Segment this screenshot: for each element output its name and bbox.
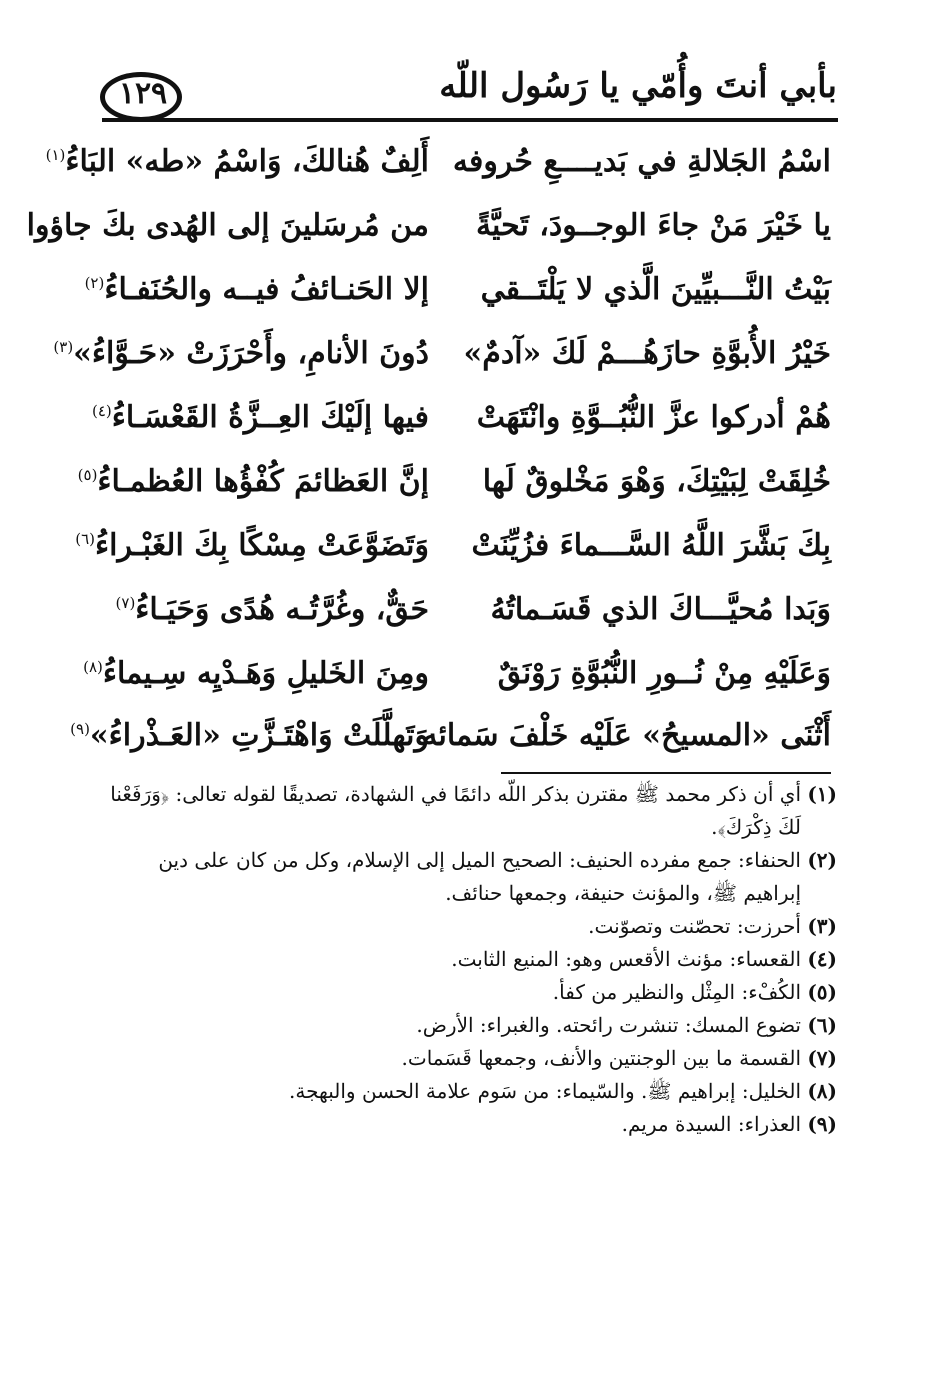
verse-first-hemistich: خُلِقَتْ لِبَيْتِكَ، وَهْوَ مَخْلوقٌ لَها [482,464,831,499]
verse-first-hemistich: وَبَدا مُحيَّـــاكَ الذي قَسَـماتُهُ [490,592,831,627]
verse-second-hemistich [70,718,429,753]
footnote-number: (٨) [807,1079,837,1103]
verse-row [0,144,941,204]
verse-row [0,336,941,396]
footnote [102,910,837,943]
verse-second-text: أَلِفٌ هُنالكَ، وَاسْمُ «طه» البَاءُ [65,144,429,179]
footnote-number: (٥) [807,980,837,1004]
page-header [0,0,941,130]
footnote-number: (٢) [807,848,837,872]
verse-row [0,528,941,588]
footnote-number: (١) [807,782,837,806]
verse-first-hemistich: هُمْ أدركوا عزَّ النُّبُــوَّةِ وانْتَهَتْ [476,400,831,435]
footnote-number: (٤) [807,947,837,971]
footnote-number: (٧) [807,1046,837,1070]
verse-row [0,400,941,460]
footnote [102,778,837,844]
verse-second-text: إنَّ العَظائمَ كُفْؤُها العُظمـاءُ [97,464,429,499]
verse-first-hemistich: اسْمُ الجَلالةِ في بَديــــعِ حُروفه [452,144,831,179]
verse-second-text: من مُرسَلينَ إلى الهُدى بكَ جاؤوا [26,208,429,243]
verse-second-hemistich [53,336,429,371]
verse-second-text: دُونَ الأنامِ، وأَحْرَزَتْ «حَـوَّاءُ» [73,336,429,371]
footnote [102,1042,837,1075]
footnote [102,1108,837,1141]
verse-row [0,718,941,778]
verse-first-hemistich: يا خَيْرَ مَنْ جاءَ الوجــودَ، تَحيَّةً [475,208,831,243]
running-title: بأبي أنتَ وأُمّي يا رَسُول اللّه [439,66,837,106]
verse-row [0,464,941,524]
verse-second-hemistich [99,592,429,627]
footnote-ref: (٤) [91,402,112,420]
footnote-text: أي أن ذكر محمد ﷺ مقترن بذكر اللّه دائمًا في الشهادة، تصديقًا لقوله تعالى: ﴿وَرَفَعْنا لَكَ ذِكْرَكَ﴾. [110,782,801,839]
footnote-ref: (٦) [75,530,95,548]
verse-row [0,208,941,268]
footnote-text: تضوع المسك: تنشرت رائحته. والغبراء: الأرض. [416,1013,801,1037]
footnote-rule [501,772,831,774]
verse-first-hemistich: خَيْرُ الأُبوَّةِ حازَهُـــمْ لَكَ «آدمٌ» [463,336,831,371]
verse-second-text: فيها إلَيْكَ العِــزَّةُ القَعْسَـاءُ [111,400,429,435]
footnote [102,976,837,1009]
verse-second-text: ومِنَ الخَليلِ وَهَـدْيِه سِـيماءُ [102,656,429,691]
verse-row [0,272,941,332]
footnote-text: الكُفْء: المِثْل والنظير من كفأ. [552,980,801,1004]
verse-second-hemistich [45,144,429,179]
verse-first-hemistich: بِكَ بَشَّرَ اللَّهُ السَّـــماءَ فزُيِّنَتْ [471,528,831,563]
verse-second-hemistich [75,528,429,563]
verse-row [0,592,941,652]
footnote [102,1009,837,1042]
verse-second-hemistich [83,656,429,691]
footnote [102,844,837,910]
footnotes [102,778,837,1141]
poem [0,130,941,770]
verse-first-hemistich: وَعَلَيْهِ مِنْ نُــورِ النُّبُوَّةِ رَوْنَقٌ [497,656,831,691]
footnote-text: الخليل: إبراهيم ﷺ. والسّيماء: من سَوم علامة الحسن والبهجة. [289,1079,801,1103]
verse-second-hemistich [91,400,429,435]
verse-second-text: وَتَضَوَّعَتْ مِسْكًا بِكَ الغَبْـراءُ [95,528,429,563]
footnote [102,943,837,976]
header-rule [102,118,838,122]
page-number: ١٢٩ [118,76,168,111]
footnote-ref: (٨) [83,658,103,676]
footnote-number: (٣) [807,914,837,938]
verse-second-hemistich [84,272,429,307]
verse-first-hemistich: أَثْنَى «المسيحُ» عَلَيْه خَلْفَ سَمائه [422,718,831,753]
footnote-number: (٦) [807,1013,837,1037]
footnote-ref: (٥) [77,466,98,484]
footnote-ref: (٢) [84,274,105,292]
footnote [102,1075,837,1108]
footnote-ref: (١) [45,146,66,164]
footnote-ref: (٧) [115,594,136,612]
verse-second-hemistich [77,464,429,499]
footnote-number: (٩) [807,1112,837,1136]
verse-first-hemistich: بَيْتُ النَّـــبيِّينَ الَّذي لا يَلْتَــقي [480,272,831,307]
footnote-text: العذراء: السيدة مريم. [621,1112,801,1136]
verse-second-text: وَتَهلَّلَتْ وَاهْتَـزَّتِ «العَـذْراءُ» [89,718,429,753]
footnote-text: الحنفاء: جمع مفرده الحنيف: الصحيح الميل إلى الإسلام، وكل من كان على دين إبراهيم ﷺ، والمؤنث حنيفة، وجمعها حنائف. [158,848,801,905]
verse-second-text: حَقٌّ، وغُرَّتُـه هُدًى وَحَيَـاءُ [135,592,429,627]
verse-second-text: إلا الحَنـائفُ فيــه والحُنَفـاءُ [104,272,429,307]
verse-second-hemistich [26,208,429,243]
footnote-text: القسمة ما بين الوجنتين والأنف، وجمعها قَسَمات. [401,1046,801,1070]
footnote-ref: (٣) [53,338,74,356]
footnote-text: أحرزت: تحصّنت وتصوّنت. [588,914,801,938]
footnote-text: القعساء: مؤنث الأقعس وهو: المنيع الثابت. [451,947,801,971]
verse-row [0,656,941,716]
footnote-ref: (٩) [70,720,90,738]
